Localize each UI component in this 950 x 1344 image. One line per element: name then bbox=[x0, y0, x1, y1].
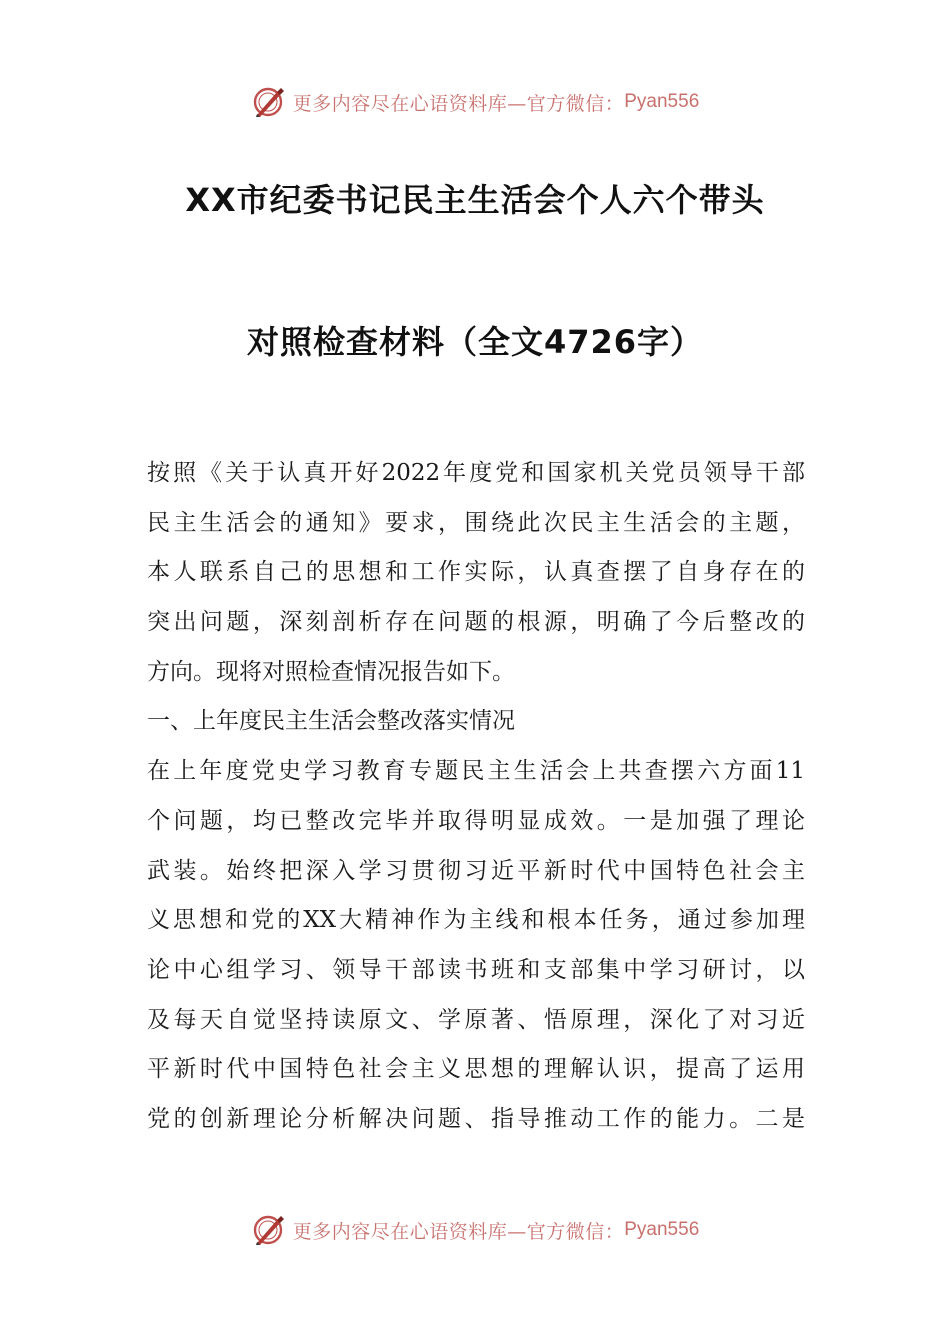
footer-watermark-banner bbox=[0, 1210, 950, 1250]
footer-banner-text: 更多内容尽在心语资料库—官方微信： bbox=[292, 1220, 625, 1243]
header-wechat-id: Pyan556 bbox=[624, 91, 700, 112]
footer-wechat-id: Pyan556 bbox=[624, 1219, 700, 1240]
body-line: 义思想和党的XX大精神作为主线和根本任务，通过参加理 bbox=[147, 907, 805, 934]
body-line: 个问题，均已整改完毕并取得明显成效。一是加强了理论 bbox=[147, 807, 805, 834]
body-line: 按照《关于认真开好2022年度党和国家机关党员领导干部 bbox=[147, 460, 805, 486]
body-line: 在上年度党史学习教育专题民主生活会上共查摆六方面11 bbox=[147, 758, 805, 785]
header-banner-text: 更多内容尽在心语资料库—官方微信： bbox=[292, 92, 625, 115]
body-line: 武装。始终把深入学习贯彻习近平新时代中国特色社会主 bbox=[147, 857, 805, 884]
document-title-line-2: 对照检查材料（全文4726字） bbox=[246, 323, 704, 361]
body-line: 突出问题，深刻剖析存在问题的根源，明确了今后整改的 bbox=[147, 609, 805, 636]
pen-logo-icon bbox=[251, 1212, 287, 1248]
body-line: 本人联系自己的思想和工作实际，认真查摆了自身存在的 bbox=[147, 559, 805, 586]
body-line: 方向。现将对照检查情况报告如下。 bbox=[147, 658, 515, 685]
document-body bbox=[147, 449, 805, 1145]
body-line: 论中心组学习、领导干部读书班和支部集中学习研讨，以 bbox=[147, 956, 805, 983]
body-line: 党的创新理论分析解决问题、指导推动工作的能力。二是 bbox=[147, 1105, 805, 1132]
pen-logo-icon bbox=[251, 84, 287, 120]
section-heading: 一、上年度民主生活会整改落实情况 bbox=[147, 708, 515, 735]
body-line: 民主生活会的通知》要求，围绕此次民主生活会的主题， bbox=[147, 509, 805, 536]
document-title-line-1: XX市纪委书记民主生活会个人六个带头 bbox=[185, 181, 765, 219]
body-line: 平新时代中国特色社会主义思想的理解认识，提高了运用 bbox=[147, 1056, 805, 1083]
header-watermark-banner bbox=[0, 82, 950, 122]
body-line: 及每天自觉坚持读原文、学原著、悟原理，深化了对习近 bbox=[147, 1006, 805, 1033]
